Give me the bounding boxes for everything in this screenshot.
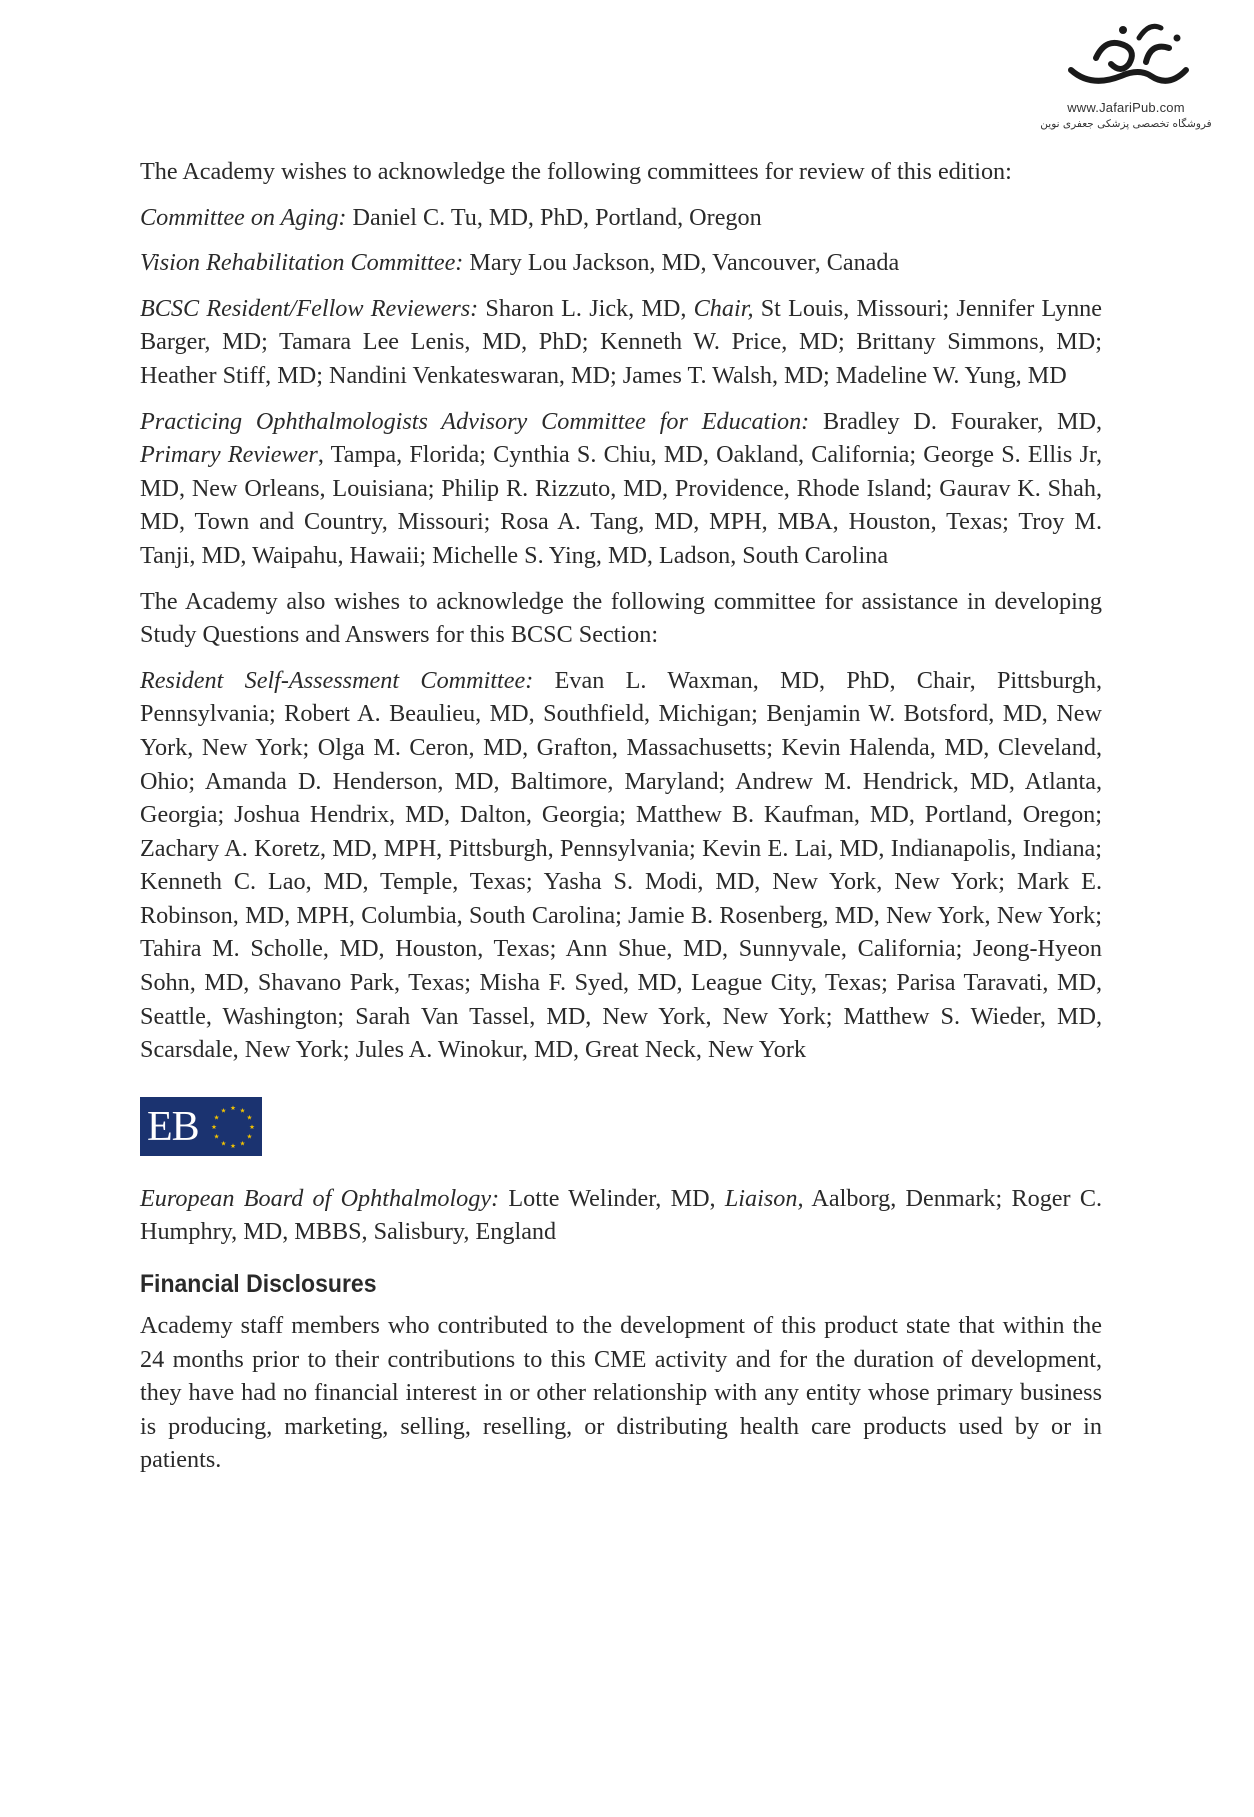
intro-paragraph (140, 155, 1102, 189)
main-content (140, 155, 1102, 1489)
committee-self-assessment (140, 664, 1102, 1067)
committee-european-label: European Board of Ophthalmology: (140, 1184, 500, 1212)
eu-star (221, 1141, 226, 1146)
committee-practicing-text-b: , Tampa, Florida; Cynthia S. Chiu, MD, Oakland, California; George S. Ellis Jr, MD, New Orleans, Louisiana; Philip R. Rizzuto, MD, Providence, Rhode Island; Gaurav K. Shah, MD, Town and Country, Missouri; Rosa A. Tang, MD, MPH, MBA, Houston, Texas; Troy M. Tanji, MD, Waipahu, Hawaii; Michelle S. Ying, MD, Ladson, South Carolina (140, 441, 1103, 569)
intro-paragraph-2 (140, 585, 1102, 652)
financial-disclosures-text (140, 1309, 1102, 1477)
eu-star (231, 1143, 236, 1148)
eu-star (240, 1108, 245, 1113)
publisher-url: www.JafariPub.com (1067, 100, 1185, 115)
publisher-subtitle: فروشگاه تخصصی پزشکی جعفری نوین (1040, 118, 1212, 130)
committee-aging-label: Committee on Aging: (140, 203, 347, 231)
publisher-watermark (1026, 18, 1226, 148)
committee-vision-label: Vision Rehabilitation Committee: (140, 249, 464, 277)
committee-aging-text: Daniel C. Tu, MD, PhD, Portland, Oregon (346, 203, 762, 231)
committee-practicing-label: Practicing Ophthalmologists Advisory Committee for Education: (140, 407, 810, 435)
committee-self-assessment-text: Evan L. Waxman, MD, PhD, Chair, Pittsburgh, Pennsylvania; Robert A. Beaulieu, MD, Southfield, Michigan; Benjamin W. Botsford, MD, New York, New York; Olga M. Ceron, MD, Grafton, Massachusetts; Kevin Halenda, MD, Cleveland, Ohio; Amanda D. Henderson, MD, Baltimore, Maryland; Andrew M. Hendrick, MD, Atlanta, Georgia; Joshua Hendrix, MD, Dalton, Georgia; Matthew B. Kaufman, MD, Portland, Oregon; Zachary A. Koretz, MD, MPH, Pittsburgh, Pennsylvania; Kevin E. Lai, MD, Indianapolis, Indiana; Kenneth C. Lao, MD, Temple, Texas; Yasha S. Modi, MD, New York, New York; Mark E. Robinson, MD, MPH, Columbia, South Carolina; Jamie B. Rosenberg, MD, New York, New York; Tahira M. Scholle, MD, Houston, Texas; Ann Shue, MD, Sunnyvale, California; Jeong-Hyeon Sohn, MD, Shavano Park, Texas; Misha F. Syed, MD, League City, Texas; Parisa Taravati, MD, Seattle, Washington; Sarah Van Tassel, MD, New York, New York; Matthew S. Wieder, MD, Scarsdale, New York; Jules A. Winokur, MD, Great Neck, New York (140, 666, 1103, 1064)
committee-aging (140, 201, 1102, 235)
eu-star (231, 1105, 236, 1110)
eu-stars-icon (208, 1102, 258, 1152)
eu-star (247, 1115, 252, 1120)
eu-star (221, 1108, 226, 1113)
committee-european-liaison: Liaison, (724, 1184, 804, 1212)
committee-european-text-a: Lotte Welinder, MD, (499, 1184, 725, 1212)
committee-resident-chair: Chair, (693, 294, 754, 322)
financial-disclosures-body: Academy staff members who contributed to the development of this product state that within the 24 months prior to their contributions to this CME activity and for the duration of development, they have had no financial interest in or other relationship with any entity whose primary business is producing, marketing, selling, reselling, or distributing health care products used by or in patients. (140, 1312, 1102, 1474)
eb-logo-text: EB (147, 1103, 199, 1150)
committee-self-assessment-label: Resident Self-Assessment Committee: (140, 666, 534, 694)
committee-vision (140, 246, 1102, 280)
committee-resident (140, 292, 1102, 393)
committee-european (140, 1182, 1102, 1249)
eu-star (240, 1141, 245, 1146)
committee-vision-text: Mary Lou Jackson, MD, Vancouver, Canada (463, 249, 900, 277)
eb-logo (140, 1097, 262, 1156)
committee-practicing (140, 405, 1102, 573)
publisher-logo-icon (1051, 18, 1201, 98)
eu-star (214, 1134, 219, 1139)
financial-disclosures-heading: Financial Disclosures (140, 1270, 377, 1299)
eu-star (212, 1124, 217, 1129)
committee-resident-text-a: Sharon L. Jick, MD, (478, 294, 694, 322)
intro-2-text: The Academy also wishes to acknowledge the following committee for assistance in developing Study Questions and Answers for this BCSC Section: (140, 587, 1102, 649)
committee-resident-label: BCSC Resident/Fellow Reviewers: (140, 294, 479, 322)
intro-text: The Academy wishes to acknowledge the following committees for review of this edition: (140, 158, 1012, 185)
committee-european-text-b: Aalborg, Denmark; Roger C. Humphry, MD, MBBS, Salisbury, England (140, 1184, 1102, 1246)
committee-practicing-primary: Primary Reviewer (140, 441, 318, 469)
eu-star (247, 1134, 252, 1139)
committee-practicing-text-a: Bradley D. Fouraker, MD, (809, 407, 1102, 435)
eu-star (250, 1124, 255, 1129)
eu-star (214, 1115, 219, 1120)
committee-resident-text-b: St Louis, Missouri; Jennifer Lynne Barger, MD; Tamara Lee Lenis, MD, PhD; Kenneth W. Price, MD; Brittany Simmons, MD; Heather Stiff, MD; Nandini Venkateswaran, MD; James T. Walsh, MD; Madeline W. Yung, MD (140, 294, 1102, 389)
